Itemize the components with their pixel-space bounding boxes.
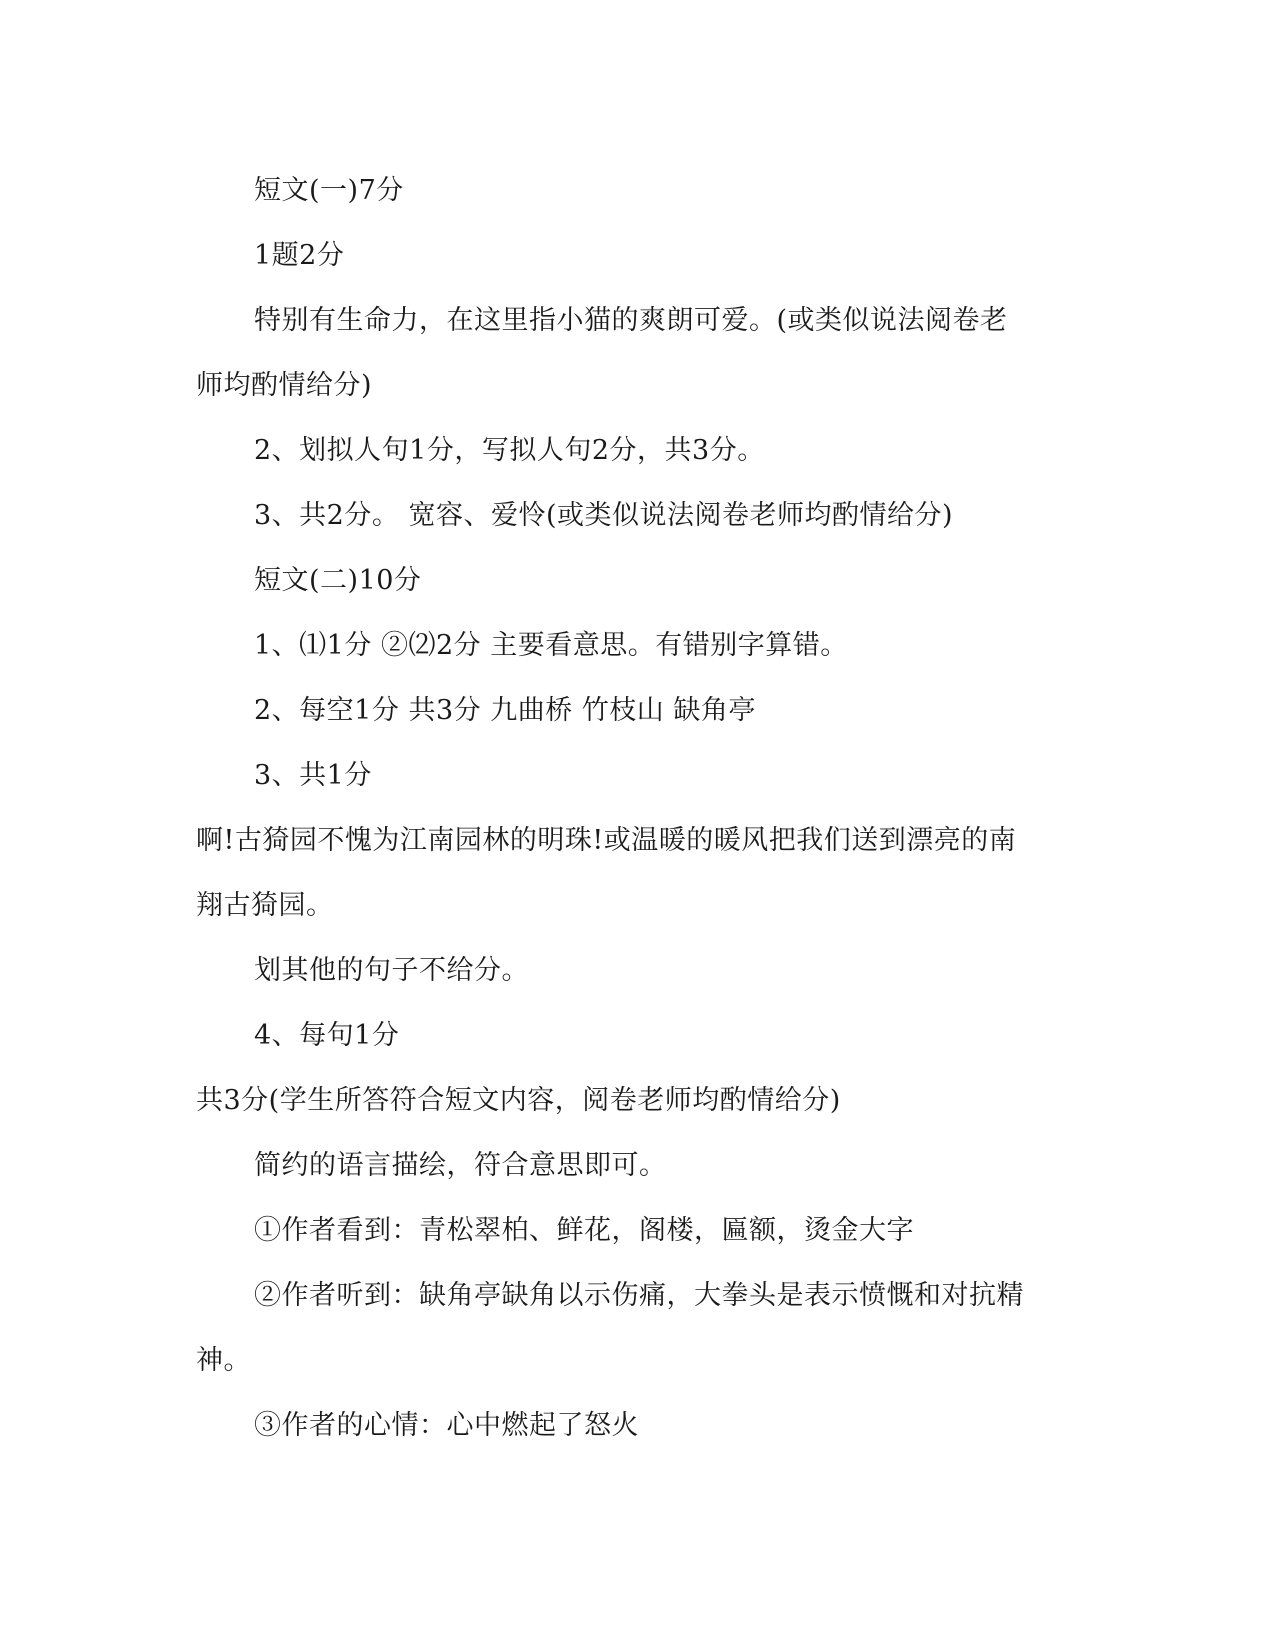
text-line: 简约的语言描绘，符合意思即可。 xyxy=(254,1150,667,1181)
text-line: 师均酌情给分) xyxy=(196,370,373,401)
text-line: 1、⑴1分 ②⑵2分 主要看意思。有错别字算错。 xyxy=(254,630,848,661)
document-body xyxy=(196,158,1076,1458)
text-line: 4、每句1分 xyxy=(254,1020,400,1051)
text-line: 3、共1分 xyxy=(254,760,372,791)
text-line: 短文(二)10分 xyxy=(254,565,422,596)
text-line: 共3分(学生所答符合短文内容，阅卷老师均酌情给分) xyxy=(196,1085,841,1116)
text-line: 划其他的句子不给分。 xyxy=(254,955,529,986)
text-line: ①作者看到：青松翠柏、鲜花，阁楼，匾额，烫金大字 xyxy=(254,1215,914,1246)
text-line: ③作者的心情：心中燃起了怒火 xyxy=(254,1410,639,1441)
text-line: ②作者听到：缺角亭缺角以示伤痛，大拳头是表示愤慨和对抗精 xyxy=(254,1280,1024,1311)
text-line: 啊!古猗园不愧为江南园林的明珠!或温暖的暖风把我们送到漂亮的南 xyxy=(196,825,1017,856)
text-line: 神。 xyxy=(196,1345,251,1376)
text-line: 2、每空1分 共3分 九曲桥 竹枝山 缺角亭 xyxy=(254,695,756,726)
text-line: 1题2分 xyxy=(254,240,345,271)
text-line: 翔古猗园。 xyxy=(196,890,334,921)
text-line: 特别有生命力，在这里指小猫的爽朗可爱。(或类似说法阅卷老 xyxy=(254,305,1008,336)
text-line: 3、共2分。 宽容、爱怜(或类似说法阅卷老师均酌情给分) xyxy=(254,500,954,531)
text-line: 2、划拟人句1分，写拟人句2分，共3分。 xyxy=(254,435,765,466)
text-line: 短文(一)7分 xyxy=(254,175,404,206)
